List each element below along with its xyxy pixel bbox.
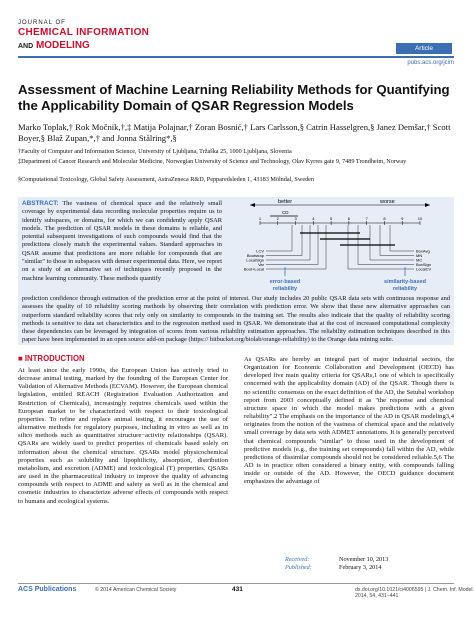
toc-worse-label: worse bbox=[380, 199, 395, 205]
toc-tick-label: 9 bbox=[401, 216, 404, 221]
toc-tick-label: 4 bbox=[312, 216, 315, 221]
toc-method-connector bbox=[370, 225, 414, 260]
intro-col2-text: As QSARs are hereby an integral part of major industrial sectors, the Organization for Economic Collaboration and Development (OECD) has developed five main quality criteria for QSARs,1 one of which is specifically concerned with the applicability domain (AD) of the QSAR. Though there is no scientific consensus on the exact definition of the AD, the Setubal workshop report from 2003 conceptually defined it as "the response and chemical structure space in which the model makes predictions with a given reliability".2 The emphasis on the importance of the AD in QSAR modeling3,4 originates from the notion of the vastness of chemical space and the relatively small coverage by data sets with ADMET annotations. It is generally perceived that chemical compounds "similar" to those used in the development of predictive models (e.g., the training set compounds) fall within the AD, while predictions of dissimilar compounds should not be considered reliable.5,6 The AD is in practice often considered a binary entity, with compounds falling inside or outside of the AD. However, the OECD guidance document emphasizes the advantage of bbox=[244, 356, 454, 486]
toc-right-caption-2: reliability bbox=[392, 286, 418, 292]
toc-method-connector bbox=[266, 225, 292, 251]
paper-title: Assessment of Machine Learning Reliability Methods for Quantifying the Applicability Domain of QSAR Regression Models bbox=[18, 82, 450, 113]
toc-tick-label: 5 bbox=[329, 216, 333, 221]
toc-method-label: LCV bbox=[256, 248, 264, 254]
toc-tick-label: 1 bbox=[258, 216, 262, 221]
journal-name-line1: JOURNAL OF bbox=[18, 20, 66, 26]
footer-doi-reference[interactable]: dx.doi.org/10.1021/ci4006595 | J. Chem. Inf. Model. 2014, 54, 431−441 bbox=[355, 587, 474, 599]
toc-better-label: better bbox=[278, 199, 293, 205]
published-label: Published: bbox=[285, 564, 312, 571]
toc-cd-label: CD bbox=[282, 210, 289, 215]
journal-url-link[interactable]: pubs.acs.org/jcim bbox=[407, 60, 454, 66]
published-date: February 3, 2014 bbox=[339, 564, 382, 571]
journal-name-line2: CHEMICAL INFORMATION bbox=[18, 27, 150, 38]
affiliation-1: †Faculty of Computer and Information Science, University of Ljubljana, Tržaška 25, 1000 Ljubljana, Slovenia bbox=[18, 148, 292, 155]
toc-method-label: LocalSign bbox=[246, 257, 264, 263]
received-date: November 10, 2013 bbox=[339, 556, 389, 563]
toc-right-methods bbox=[348, 225, 431, 272]
abstract-label: ABSTRACT: bbox=[22, 200, 59, 207]
toc-left-caption-1: error-based bbox=[269, 279, 301, 285]
footer-page-number: 431 bbox=[232, 586, 243, 593]
toc-method-label: MN bbox=[416, 253, 423, 258]
toc-method-label: MC bbox=[416, 257, 423, 263]
author-list: Marko Toplak,† Rok Močnik,†,‡ Matija Polajnar,† Zoran Bosnić,† Lars Carlsson,§ Catrin Hasselgren,§ Janez Demšar,† Scott Boyer,§ Blaž Zupan,*,† and Jonna Stålring*,§ bbox=[18, 122, 451, 143]
abstract-body-1: The vastness of chemical space and the relatively small coverage by experimental data recording molecular properties require us to identify subspaces, or domains, for which we can confidently apply QSAR models. The prediction of QSAR models in these domains is reliable, and potential subsequent investigations of such compounds would find that the predictions closely match the experimental values. Standard approaches in QSAR assume that predictions are more reliable for compounds that are "similar" to those in subspaces with denser experimental data. Here, we report on a study of an alternative set of techniques recently proposed in the machine learning community. These methods quantify bbox=[22, 200, 223, 282]
toc-method-label: Boot+Local bbox=[243, 266, 264, 272]
toc-left-methods bbox=[244, 225, 326, 272]
intro-heading: ■ INTRODUCTION bbox=[18, 354, 85, 363]
toc-tick-label: 3 bbox=[294, 216, 297, 221]
toc-left-caption-2: reliability bbox=[272, 286, 298, 292]
journal-and: AND bbox=[18, 43, 34, 50]
toc-tick-label: 10 bbox=[417, 216, 423, 221]
toc-tick-label: 2 bbox=[276, 216, 279, 221]
toc-method-label: Var bbox=[258, 262, 264, 267]
publication-dates bbox=[285, 556, 388, 572]
toc-method-label: BoxSign bbox=[416, 262, 431, 267]
journal-modeling: MODELING bbox=[35, 40, 90, 51]
toc-right-caption-1: similarity-based bbox=[384, 279, 426, 285]
affiliation-2: ‡Department of Cancer Research and Molecular Medicine, Norwegian University of Science and Technology, Olav Kyrres gate 9, 7489 Trondheim, Norway bbox=[18, 158, 407, 165]
toc-tick-label: 8 bbox=[383, 216, 386, 221]
toc-graphic bbox=[230, 199, 450, 295]
acs-publications-logo[interactable]: ACS Publications bbox=[18, 586, 77, 593]
toc-tick-label: 6 bbox=[347, 216, 351, 221]
toc-method-label: LocalCV bbox=[416, 266, 432, 272]
header-rule bbox=[18, 56, 454, 58]
intro-col1-text: At least since the early 1990s, the European Union has actively tried to decrease animal testing, marked by the founding of the European Center for Validation of Alternative Methods (ECVAM). However, the European chemical legislation, entitled REACH (Registration Evaluation Authorization and Restriction of Chemicals), increasingly requires chemicals used within the European market to be characterized with respect to their toxicological properties. To refine and replace animal testing, it encourages the use of alternative methods for regulatory purposes, including in vitro as well as in silico methods such as quantitative structure−activity relationships (QSAR). QSARs are widely used to predict properties of chemicals based solely on information about the chemical structure. QSARs model physicochemical properties such as solubility and lipophilicity, absorption, distribution metabolism, and excretion (ADME) and toxicological (T) properties. QSARs are used in the pharmaceutical industry to improve the quality of advancing compounds with respect to ADME and safety as well as in the chemical and cosmetic industries to characterize adverse effects of compounds with respect to humans and ecological systems. bbox=[18, 367, 228, 505]
journal-name-line3 bbox=[18, 40, 90, 51]
toc-tick-label: 7 bbox=[365, 216, 368, 221]
affiliation-3: §Computational Toxicology, Global Safety Assessment, AstraZeneca R&D, Pepparedsleden 1, 43183 Mölndal, Sweden bbox=[18, 176, 314, 183]
toc-method-connector bbox=[266, 225, 310, 260]
footer-rule bbox=[18, 583, 454, 584]
toc-method-label: BoxAvg bbox=[416, 248, 430, 254]
abstract-text-wrapped bbox=[22, 200, 222, 283]
received-label: Received: bbox=[285, 556, 310, 563]
toc-method-connector bbox=[390, 225, 414, 251]
toc-method-label: Bootstrap bbox=[246, 253, 264, 258]
intro-column-left bbox=[18, 354, 228, 506]
toc-method-connector bbox=[266, 225, 326, 269]
footer-copyright: © 2014 American Chemical Society bbox=[95, 587, 177, 593]
toc-axis-ticks bbox=[259, 216, 423, 225]
abstract-text-full: prediction confidence through estimation of the prediction error at the point of interest. Our study includes 20 public QSAR data sets with continuous response and assesses the quality of 10 reliability scoring methods by observing their correlation with prediction error. We show that these new alternative approaches can outperform standard reliability scores that rely only on similarity to compounds in the training set. The results also indicate that the quality of reliability scoring methods is sensitive to data set characteristics and to the regression method used in QSAR. We demonstrate that at the cost of increased computational complexity these dependencies can be leveraged by integration of scores from various reliability estimation approaches. The reliability estimation techniques described in this paper have been implemented in an open source add-on package (https:// bitbucket.org/biolab/orange-reliability) to the Orange data mining suite. bbox=[22, 295, 450, 344]
article-type-badge: Article bbox=[396, 43, 452, 54]
